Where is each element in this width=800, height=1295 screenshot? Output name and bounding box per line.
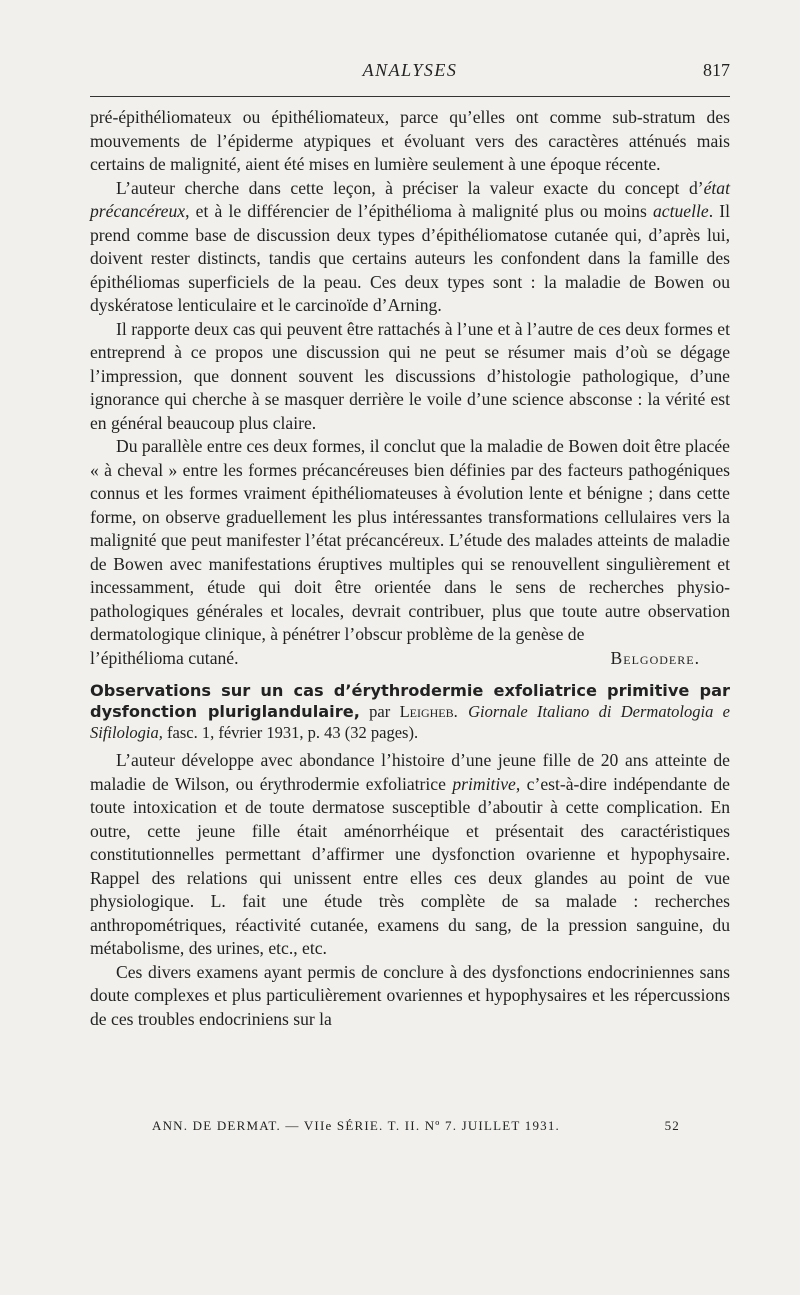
article-author: Leigheb. [399, 702, 458, 721]
signature-line [90, 647, 730, 671]
paragraph-case-history [90, 749, 730, 961]
article-title [90, 680, 730, 743]
italic-term: état précancéreux [90, 177, 730, 221]
reviewer-signature: Belgodere. [610, 647, 700, 668]
signature-mark: 52 [664, 1118, 680, 1133]
journal-name: Giornale Italiano di Dermatologia e Sifilologia, [90, 702, 730, 742]
running-title: ANALYSES [362, 60, 458, 80]
text-run: L’auteur cherche dans cette leçon, à préciser la valeur exacte du concept d’ [116, 177, 704, 198]
reference-details: fasc. 1, février 1931, p. 43 (32 pages). [162, 723, 419, 742]
ref-par: par [359, 702, 400, 721]
italic-term: actuelle [653, 201, 709, 221]
paragraph-examinations: Ces divers examens ayant permis de conclure à des dysfonctions endocriniennes sans doute complexes et plus particulièrement ovariennes et hypophysaires et les répercussions de ces troubles endocriniens sur la [90, 961, 730, 1029]
paragraph-continuation: pré-épithéliomateux ou épithéliomateux, parce qu’elles ont comme sub-stratum des mouvements de l’épiderme atypiques et évoluant vers des caractères atténués mais certains de malignité, aient été mises en lumière seulement à une époque récente. [90, 107, 730, 174]
text-run: , et à le différencier de l’épithélioma à malignité plus ou moins [185, 201, 653, 221]
page-number: 817 [703, 60, 730, 80]
text-run: L’auteur développe avec abondance l’histoire d’une jeune fille de 20 ans atteinte de maladie de Wilson, ou érythrodermie exfoliatrice [90, 750, 730, 794]
journal-reference: ANN. DE DERMAT. — VIIe SÉRIE. T. II. Nº 7. JUILLET 1931. [152, 1118, 560, 1133]
paragraph-concept [90, 177, 730, 318]
paragraph-cases: Il rapporte deux cas qui peuvent être rattachés à l’une et à l’autre de ces deux formes et entreprend à ce propos une discussion qui ne peut se résumer mais d’où se dégage l’impression, que donnent souvent les discussions d’histologie pathologique, d’une ignorance qui cherche à se masquer derrière le voile d’une science absconse : la vérité est en général beaucoup plus claire. [90, 318, 730, 433]
paragraph-end: l’épithélioma cutané. [90, 647, 239, 668]
text-run: , c’est-à-dire indépendante de toute intoxication et de toute dermatose susceptible d’aboutir à cette complication. En outre, cette jeune fille était aménorrhéique et présentait des caractéristiques constitutionnelles permettant d’affirmer une dysfonction ovarienne et hypophysaire. Rappel des relations qui unissent entre elles ces deux glandes au point de vue physiologique. L. fait une étude très complète de sa malade : recherches anthropométriques, réactivité cutanée, examens du sang, de la pression sanguine, du métabolisme, des urines, etc., etc. [90, 773, 730, 958]
running-head [90, 60, 730, 88]
italic-term: primitive [452, 773, 516, 794]
paragraph-conclusion: Du parallèle entre ces deux formes, il conclut que la maladie de Bowen doit être placée « à cheval » entre les formes précancéreuses bien définies par des facteurs pathogéniques connus et les formes vraiment épithéliomateuses à évolution lente et bénigne ; dans cette forme, on observe graduellement les plus intéressantes transformations cellulaires vers la malignité que peut manifester l’état précancéreux. L’étude des malades atteints de maladie de Bowen avec manifestations éruptives multiples qui se renouvellent singulièrement et incessamment, étude qui doit être orientée dans le sens de recherches physio-pathologiques générales et locales, devrait contribuer, plus que toute autre observation dermatologique clinique, à pénétrer l’obscur problème de la genèse de [90, 436, 730, 644]
text-run: . Il prend comme base de discussion deux types d’épithéliomatose cutanée qui, d’après lui, doivent rester distincts, tandis que certains auteurs les confondent dans la famille des épithéliomas superficiels de la peau. Ces deux types sont : la maladie de Bowen ou dyskératose lenticulaire et le carcinoïde d’Arning. [90, 201, 730, 315]
body-text [90, 106, 730, 1031]
article-title-text: Observations sur un cas d’érythrodermie exfoliatrice primitive par dysfonction pluriglandulaire, [90, 681, 730, 721]
header-rule [90, 96, 730, 97]
